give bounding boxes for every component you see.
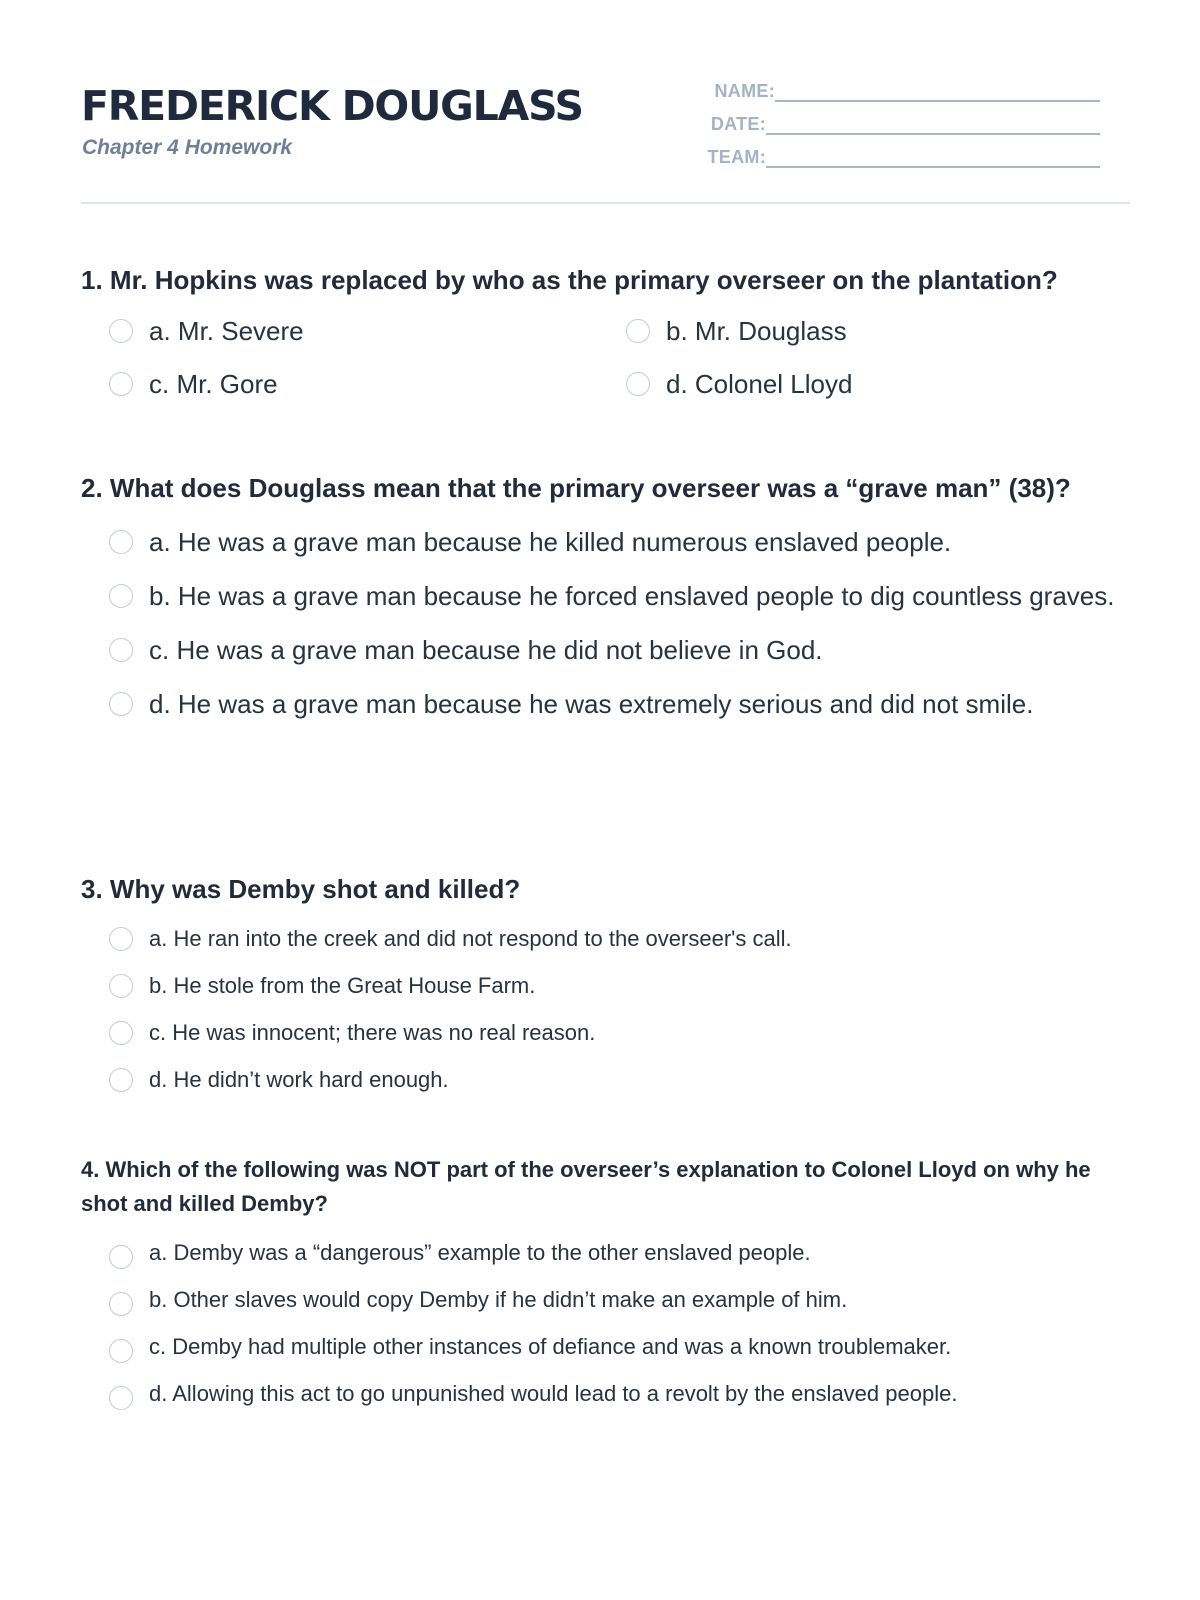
option-label: c. Demby had multiple other instances of defiance and was a known troublemaker. (149, 1334, 952, 1359)
answer-option[interactable] (81, 630, 1141, 670)
radio-button[interactable] (109, 927, 133, 951)
radio-button[interactable] (109, 319, 133, 343)
answer-option[interactable] (81, 1331, 1141, 1362)
option-label: a. He was a grave man because he killed numerous enslaved people. (149, 527, 952, 557)
answer-option[interactable] (81, 1017, 1141, 1048)
date-line[interactable] (766, 133, 1100, 135)
radio-button[interactable] (109, 584, 133, 608)
answer-option[interactable] (598, 314, 1098, 348)
radio-button[interactable] (109, 1339, 133, 1363)
option-label: d. He didn’t work hard enough. (149, 1067, 449, 1092)
name-line[interactable] (775, 100, 1100, 102)
radio-button[interactable] (109, 638, 133, 662)
radio-button[interactable] (109, 1292, 133, 1316)
option-label: b. Mr. Douglass (666, 316, 847, 346)
answer-option[interactable] (81, 1237, 1141, 1268)
question-3 (81, 869, 1141, 1111)
date-label: DATE: (710, 114, 766, 134)
answer-options (81, 314, 1141, 420)
option-label: d. Allowing this act to go unpunished would lead to a revolt by the enslaved people. (149, 1381, 958, 1406)
answer-option[interactable] (81, 1064, 1141, 1095)
question-1 (81, 260, 1141, 420)
answer-option[interactable] (81, 522, 1141, 562)
answer-options (81, 1237, 1141, 1409)
date-field[interactable] (710, 111, 1100, 139)
page-subtitle: Chapter 4 Homework (82, 136, 293, 159)
answer-option[interactable] (81, 576, 1141, 616)
radio-button[interactable] (109, 372, 133, 396)
option-label: a. Demby was a “dangerous” example to the other enslaved people. (149, 1240, 811, 1265)
page-title: FREDERICK DOUGLASS (81, 82, 583, 130)
radio-button[interactable] (626, 319, 650, 343)
answer-option[interactable] (81, 314, 598, 348)
option-label: b. He was a grave man because he forced enslaved people to dig countless graves. (149, 581, 1115, 611)
answer-option[interactable] (81, 367, 598, 401)
option-label: c. Mr. Gore (149, 369, 278, 399)
radio-button[interactable] (109, 1386, 133, 1410)
radio-button[interactable] (109, 1245, 133, 1269)
question-text: 1. Mr. Hopkins was replaced by who as the primary overseer on the plantation? (81, 265, 1058, 295)
header-divider (81, 202, 1130, 204)
team-field[interactable] (707, 144, 1100, 172)
answer-options (81, 522, 1141, 724)
option-label: b. Other slaves would copy Demby if he didn’t make an example of him. (149, 1287, 848, 1312)
name-label: NAME: (714, 81, 775, 101)
radio-button[interactable] (626, 372, 650, 396)
option-label: d. He was a grave man because he was extremely serious and did not smile. (149, 689, 1034, 719)
option-label: c. He was innocent; there was no real reason. (149, 1020, 596, 1045)
answer-option[interactable] (81, 1284, 1141, 1315)
radio-button[interactable] (109, 530, 133, 554)
answer-option[interactable] (598, 367, 1098, 401)
question-text: 4. Which of the following was NOT part of the overseer’s explanation to Colonel Lloyd on why he shot and killed Demby? (81, 1157, 1091, 1216)
option-label: b. He stole from the Great House Farm. (149, 973, 536, 998)
radio-button[interactable] (109, 974, 133, 998)
answer-option[interactable] (81, 1378, 1141, 1409)
option-label: c. He was a grave man because he did not believe in God. (149, 635, 823, 665)
team-line[interactable] (766, 166, 1100, 168)
radio-button[interactable] (109, 692, 133, 716)
answer-option[interactable] (81, 684, 1141, 724)
name-field[interactable] (710, 78, 1100, 106)
option-label: d. Colonel Lloyd (666, 369, 853, 399)
question-text: 2. What does Douglass mean that the primary overseer was a “grave man” (38)? (81, 473, 1071, 503)
answer-options (81, 923, 1141, 1095)
team-label: TEAM: (707, 147, 766, 167)
radio-button[interactable] (109, 1021, 133, 1045)
question-4 (81, 1153, 1141, 1425)
question-2 (81, 468, 1141, 738)
radio-button[interactable] (109, 1068, 133, 1092)
question-text: 3. Why was Demby shot and killed? (81, 874, 521, 904)
answer-option[interactable] (81, 970, 1141, 1001)
option-label: a. He ran into the creek and did not respond to the overseer's call. (149, 926, 792, 951)
answer-option[interactable] (81, 923, 1141, 954)
option-label: a. Mr. Severe (149, 316, 304, 346)
